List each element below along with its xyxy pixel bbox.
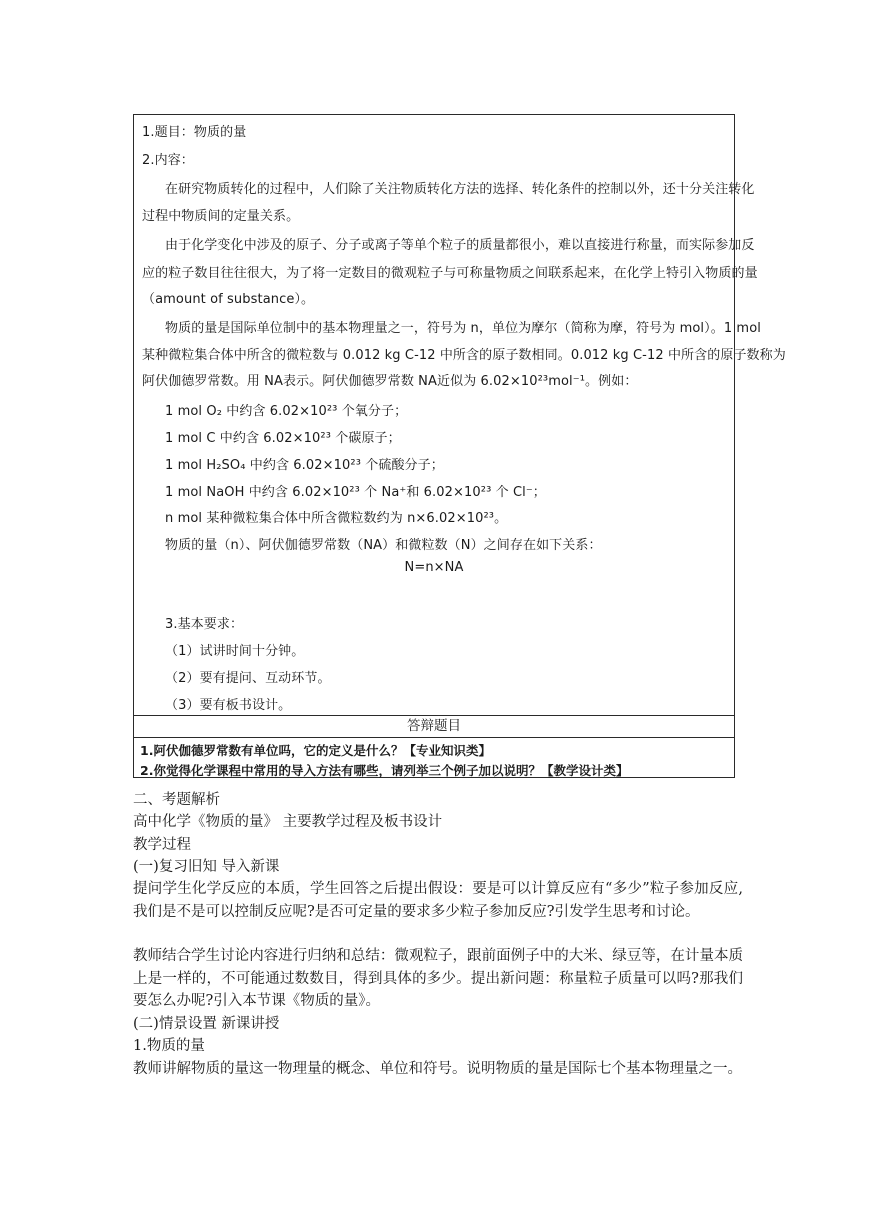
content-text: 应的粒子数目往往很大，为了将一定数目的微观粒子与可称量物质之间联系起来，在化学上特引入物质的量: [142, 266, 758, 281]
formula: N=n×NA: [404, 560, 464, 575]
requirement-item: （1）试讲时间十分钟。: [165, 644, 305, 659]
content-text: 在研究物质转化的过程中，人们除了关注物质转化方法的选择、转化条件的控制以外，还十分关注转化: [165, 182, 755, 197]
answer-header: 答辩题目: [407, 718, 461, 734]
step-heading: (二)情景设置 新课讲授: [133, 1016, 280, 1032]
example-line: 1 mol H₂SO₄ 中约含 6.02×10²³ 个硫酸分子；: [165, 458, 444, 473]
paragraph: 教师结合学生讨论内容进行归纳和总结：微观粒子，跟前面例子中的大米、绿豆等，在计量本质上是一样的，不可能通过数数目，得到具体的多少。提出新问题：称量粒子质量可以吗?那我们要怎么办呢?引入本节课《物质的量》。: [133, 948, 743, 1009]
defense-question: 1.阿伏伽德罗常数有单位吗，它的定义是什么？【专业知识类】: [140, 743, 491, 758]
requirements-label: 3.基本要求：: [165, 617, 244, 632]
example-line: n mol 某种微粒集合体中所含微粒数约为 n×6.02×10²³。: [165, 511, 508, 526]
example-line: 1 mol C 中约含 6.02×10²³ 个碳原子；: [165, 431, 401, 446]
table-divider: [134, 737, 734, 738]
subtitle: 高中化学《物质的量》 主要教学过程及板书设计: [133, 814, 443, 830]
paragraph: 提问学生化学反应的本质，学生回答之后提出假设：要是可以计算反应有“多少”粒子参加反应,我们是不是可以控制反应呢?是否可定量的要求多少粒子参加反应?引发学生思考和讨论。: [133, 881, 743, 920]
content-text: 阿伏伽德罗常数。用 NA表示。阿伏伽德罗常数 NA近似为 6.02×10²³mol⁻¹。例如：: [142, 374, 638, 389]
content-text: 由于化学变化中涉及的原子、分子或离子等单个粒子的质量都很小，难以直接进行称量，而实际参加反: [165, 238, 755, 253]
example-line: 1 mol O₂ 中约含 6.02×10²³ 个氧分子；: [165, 404, 408, 419]
content-text: 过程中物质间的定量关系。: [142, 209, 300, 224]
paragraph: 教师讲解物质的量这一物理量的概念、单位和符号。说明物质的量是国际七个基本物理量之一。: [133, 1061, 742, 1077]
question-content-cell: [134, 115, 786, 715]
exam-question-table: [133, 114, 786, 778]
defense-question: 2.你觉得化学课程中常用的导入方法有哪些，请列举三个例子加以说明？【教学设计类】: [140, 763, 629, 778]
section-title: 二、考题解析: [133, 792, 220, 808]
relation-line: 物质的量（n）、阿伏伽德罗常数（NA）和微粒数（N）之间存在如下关系：: [165, 538, 602, 553]
step-heading: (一)复习旧知 导入新课: [133, 859, 280, 875]
requirement-item: （3）要有板书设计。: [165, 698, 292, 713]
content-text: 物质的量是国际单位制中的基本物理量之一，符号为 n，单位为摩尔（简称为摩，符号为 mol）。1 mol: [165, 321, 761, 336]
topic-line: 1.题目：物质的量: [142, 125, 247, 140]
item-heading: 1.物质的量: [133, 1038, 205, 1054]
process-heading: 教学过程: [133, 837, 191, 853]
content-text: 某种微粒集合体中所含的微粒数与 0.012 kg C-12 中所含的原子数相同。0.012 kg C-12 中所含的原子数称为: [142, 348, 786, 363]
content-label: 2.内容：: [142, 153, 194, 168]
requirement-item: （2）要有提问、互动环节。: [165, 671, 331, 686]
content-text: （amount of substance）。: [142, 292, 315, 307]
example-line: 1 mol NaOH 中约含 6.02×10²³ 个 Na⁺和 6.02×10²³ 个 Cl⁻；: [165, 485, 546, 500]
